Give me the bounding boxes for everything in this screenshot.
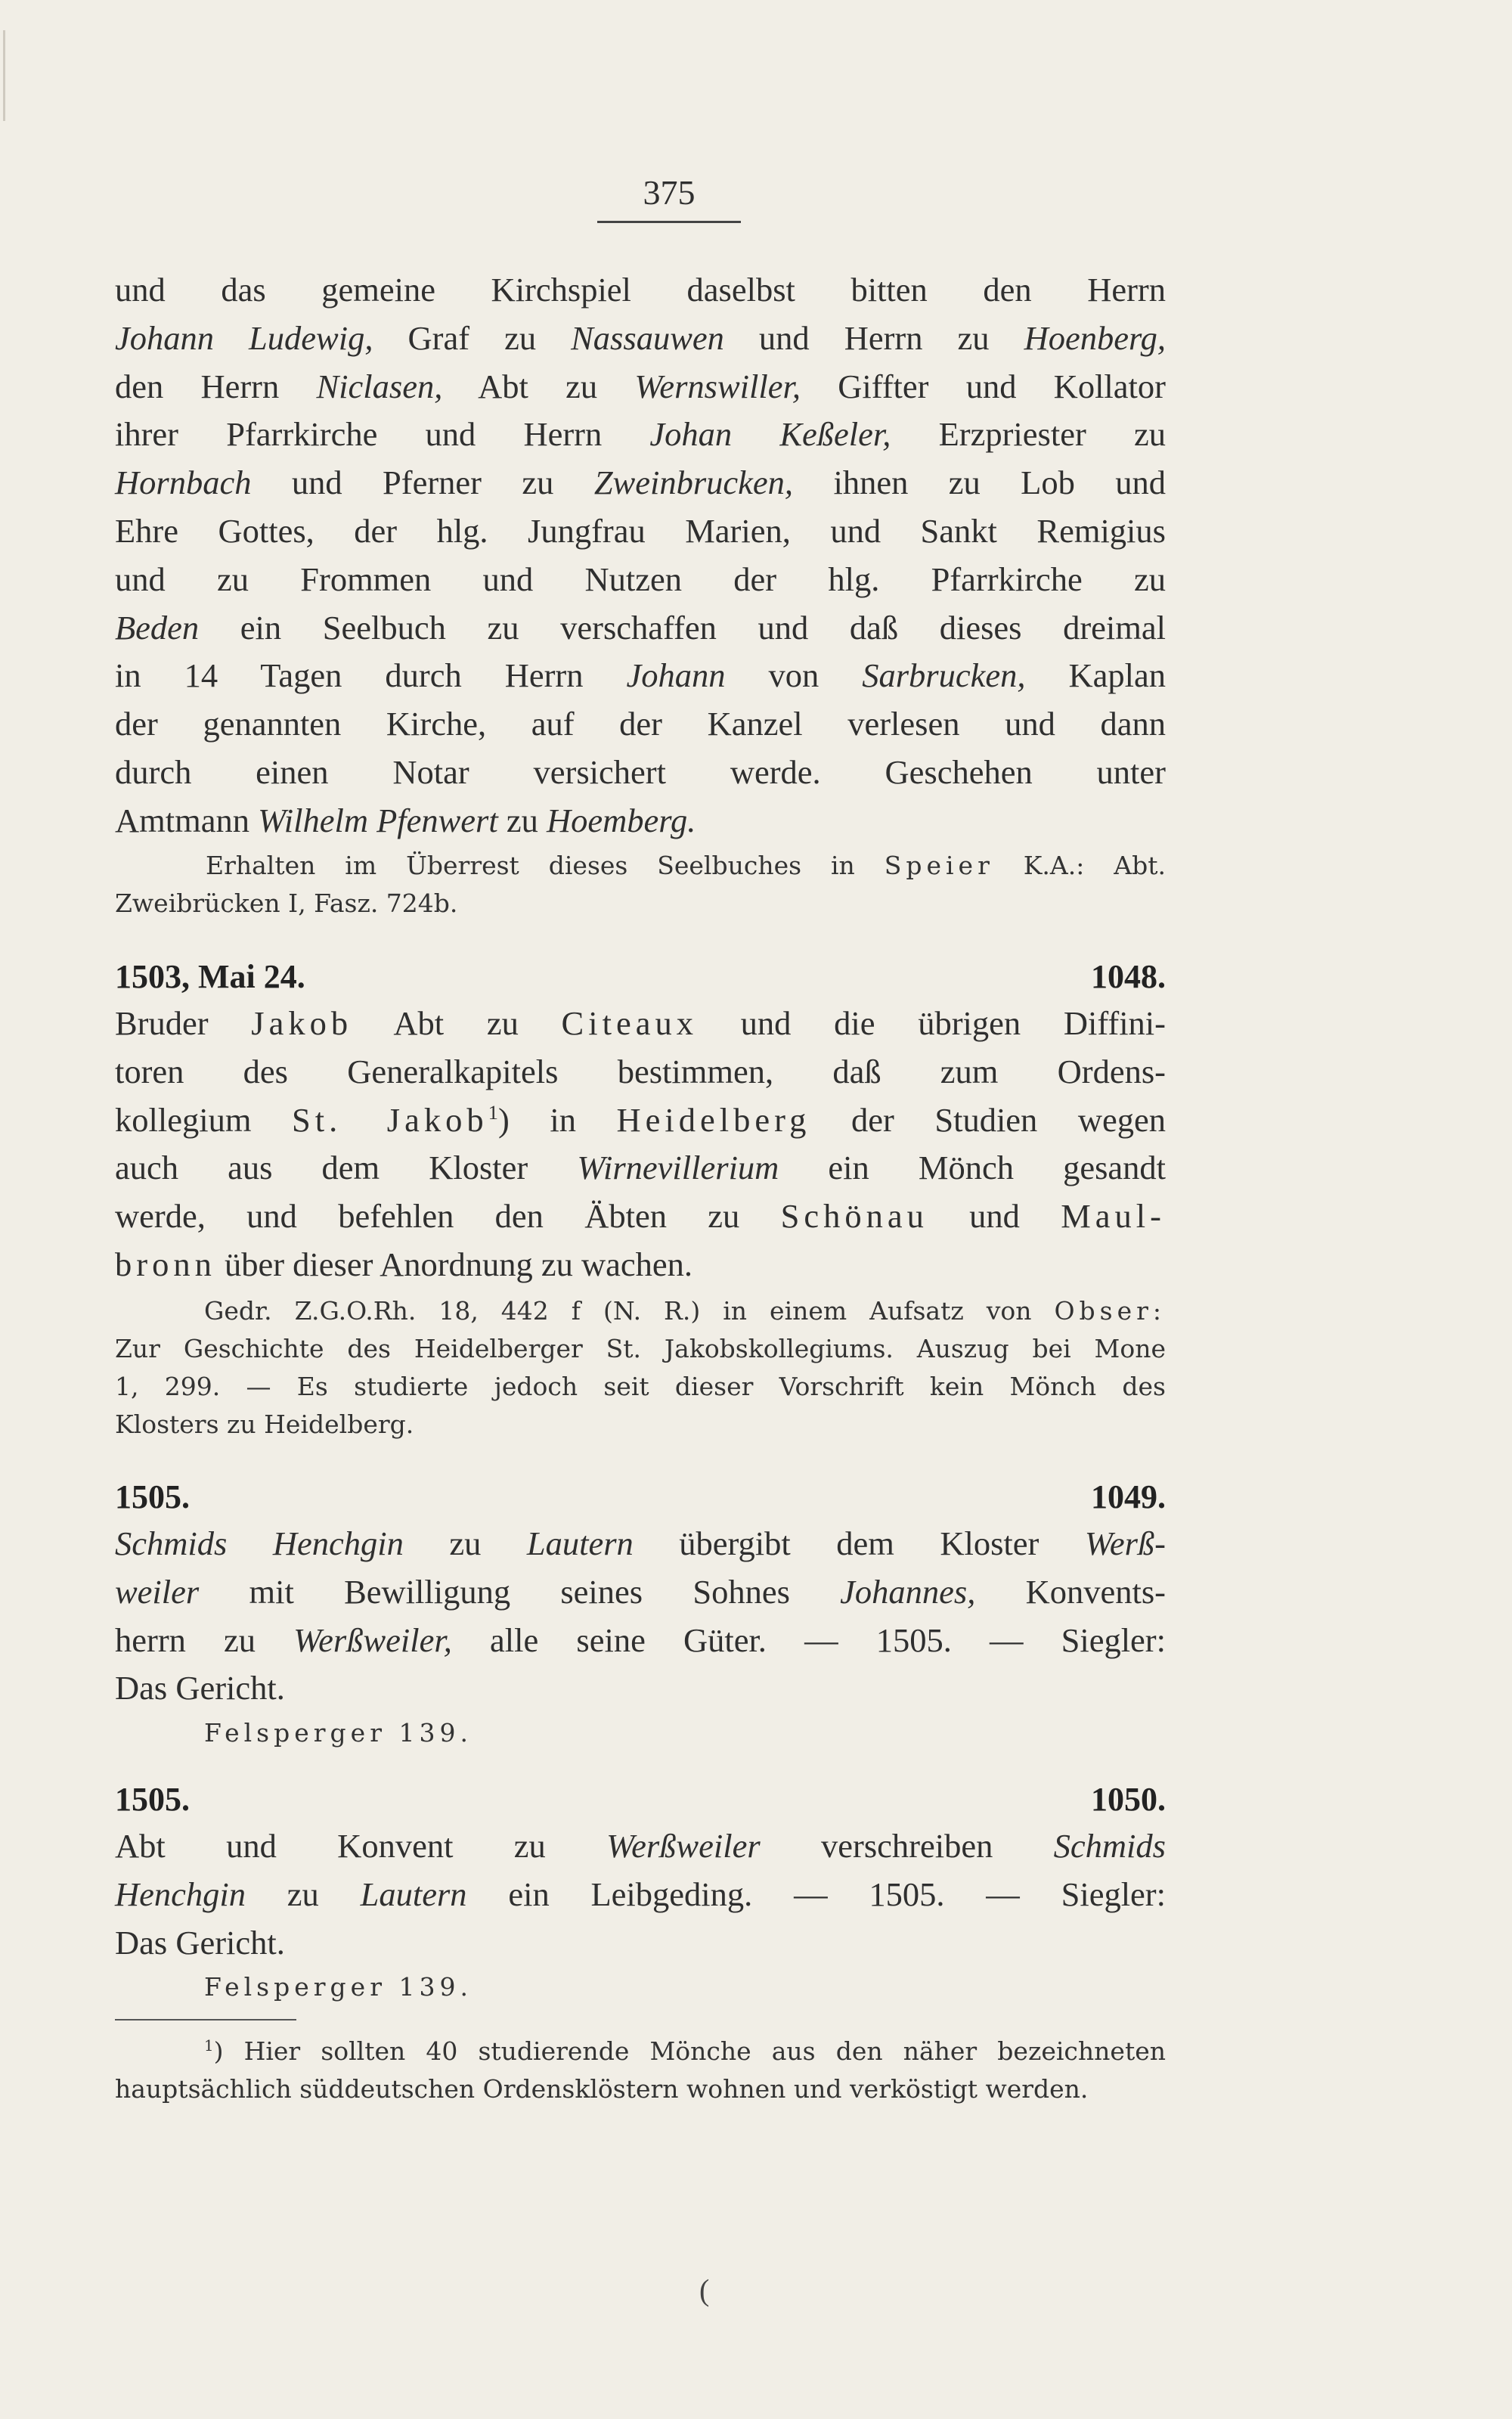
note-line: 1, 299. — Es studierte jedoch seit dieser Vorschrift kein Mönch des bbox=[115, 1371, 1166, 1401]
text-line: Beden ein Seelbuch zu verschaffen und daß dieses dreimal bbox=[115, 608, 1166, 647]
footnote-rule bbox=[115, 2019, 296, 2020]
entry-1050 bbox=[115, 1777, 1166, 2006]
source-note: Felsperger 139. bbox=[204, 1972, 472, 2002]
text-line: durch einen Notar versichert werde. Geschehen unter bbox=[115, 752, 1166, 791]
intro-block bbox=[115, 266, 1166, 923]
note-line: Zur Geschichte des Heidelberger St. Jakobskollegiums. Auszug bei Mone bbox=[115, 1333, 1166, 1363]
entry-header bbox=[115, 954, 1166, 1000]
text-line: Schmids Henchgin zu Lautern übergibt dem Kloster Werß- bbox=[115, 1524, 1166, 1562]
source-note bbox=[115, 847, 1166, 885]
entry-header bbox=[115, 1475, 1166, 1520]
entry-date: 1503, Mai 24. bbox=[115, 958, 305, 995]
text-line: bronn über dieser Anordnung zu wachen. bbox=[115, 1245, 693, 1283]
text-line: Hornbach und Pferner zu Zweinbrucken, ihnen zu Lob und bbox=[115, 464, 1166, 502]
text-line: Henchgin zu Lautern ein Leibgeding. — 1505. — Siegler: bbox=[115, 1875, 1166, 1913]
note-line: Klosters zu Heidelberg. bbox=[115, 1409, 414, 1439]
text-line: Das Gericht. bbox=[115, 1669, 285, 1707]
text-line: Ehre Gottes, der hlg. Jungfrau Marien, und Sankt Remigius bbox=[115, 511, 1166, 550]
footnote-line: hauptsächlich süddeutschen Ordensklöstern wohnen und verköstigt werden. bbox=[115, 2074, 1089, 2104]
footnote-ref: 1 bbox=[488, 1100, 498, 1124]
bottom-mark: ( bbox=[699, 2273, 710, 2307]
entry-1048 bbox=[115, 954, 1166, 1444]
note-line: Zweibrücken I, Fasz. 724b. bbox=[115, 888, 458, 918]
entry-header bbox=[115, 1777, 1166, 1822]
text-line: toren des Generalkapitels bestimmen, daß zum Ordens- bbox=[115, 1052, 1166, 1090]
text-line: Das Gericht. bbox=[115, 1923, 285, 1962]
text-line: herrn zu Werßweiler, alle seine Güter. — 1505. — Siegler: bbox=[115, 1620, 1166, 1659]
text-line: und das gemeine Kirchspiel daselbst bitten den Herrn bbox=[115, 271, 1166, 309]
source-note: Felsperger 139. bbox=[204, 1718, 472, 1748]
page-edge bbox=[3, 30, 5, 121]
text-line: kollegium St. Jakob$^1$) in Heidelberg der Studien wegen bbox=[115, 1100, 1166, 1139]
entry-number: 1048. bbox=[1091, 958, 1166, 995]
page-number-rule bbox=[597, 221, 741, 223]
entry-date: 1505. bbox=[115, 1478, 190, 1515]
text-line: werde, und befehlen den Äbten zu Schönau und Maul- bbox=[115, 1197, 1166, 1236]
footnote-marker: 1 bbox=[204, 2037, 214, 2055]
text-line: ihrer Pfarrkirche und Herrn Johan Keßeler, Erzpriester zu bbox=[115, 415, 1166, 454]
entry-notes bbox=[115, 1292, 1166, 1444]
footnote-line: $^1$) Hier sollten 40 studierende Mönche aus den näher bezeichneten bbox=[204, 2036, 1166, 2066]
page-number: 375 bbox=[643, 173, 696, 212]
text-line: Bruder Jakob Abt zu Citeaux und die übrigen Diffini- bbox=[115, 1004, 1166, 1042]
entry-number: 1050. bbox=[1091, 1781, 1166, 1818]
text-line: in 14 Tagen durch Herrn Johann von Sarbrucken, Kaplan bbox=[115, 656, 1166, 695]
text-line: und zu Frommen und Nutzen der hlg. Pfarrkirche zu bbox=[115, 560, 1166, 598]
entry-date: 1505. bbox=[115, 1781, 190, 1818]
text-line: Amtmann Wilhelm Pfenwert zu Hoemberg. bbox=[115, 801, 696, 839]
text-line: Abt und Konvent zu Werßweiler verschreiben Schmids bbox=[115, 1827, 1166, 1865]
text-line: den Herrn Niclasen, Abt zu Wernswiller, Giffter und Kollator bbox=[115, 367, 1166, 405]
text-line: weiler mit Bewilligung seines Sohnes Johannes, Konvents- bbox=[115, 1572, 1166, 1611]
note-line: Erhalten im Überrest dieses Seelbuches in Speier K.A.: Abt. bbox=[206, 850, 1166, 880]
footnote bbox=[115, 2033, 1166, 2108]
entry-number: 1049. bbox=[1091, 1478, 1166, 1515]
entry-1049 bbox=[115, 1475, 1166, 1752]
note-line: Gedr. Z.G.O.Rh. 18, 442 f (N. R.) in einem Aufsatz von Obser: bbox=[204, 1295, 1166, 1326]
text-line: der genannten Kirche, auf der Kanzel verlesen und dann bbox=[115, 705, 1166, 743]
text-line: auch aus dem Kloster Wirnevillerium ein Mönch gesandt bbox=[115, 1149, 1167, 1187]
text-line: Johann Ludewig, Graf zu Nassauwen und Herrn zu Hoenberg, bbox=[115, 318, 1167, 357]
